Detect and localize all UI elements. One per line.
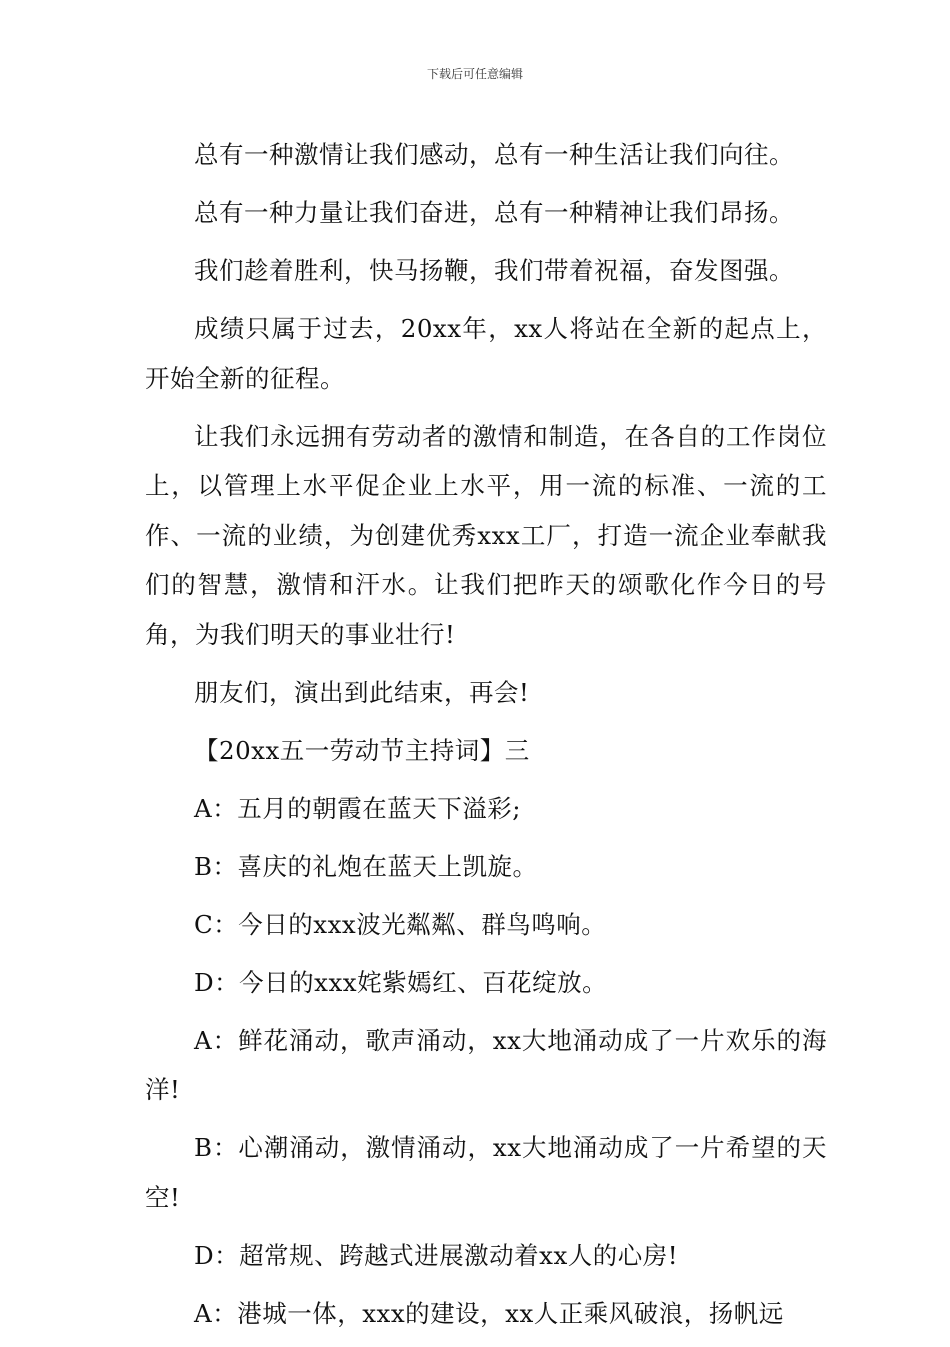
page-header-note: 下载后可任意编辑 — [426, 67, 523, 81]
paragraph: 成绩只属于过去，20xx年，xx人将站在全新的起点上，开始全新的征程。 — [145, 314, 827, 393]
paragraph: 我们趁着胜利，快马扬鞭，我们带着祝福，奋发图强。 — [194, 256, 794, 285]
dialogue-line: D：今日的xxx姹紫嫣红、百花绽放。 — [194, 967, 608, 997]
paragraph: 总有一种激情让我们感动，总有一种生活让我们向往。 — [194, 140, 794, 169]
dialogue-line: A：五月的朝霞在蓝天下溢彩; — [194, 793, 521, 823]
section-heading: 【20xx五一劳动节主持词】三 — [194, 735, 530, 765]
dialogue-line: C：今日的xxx波光粼粼、群鸟鸣响。 — [194, 909, 607, 939]
dialogue-line: A：鲜花涌动，歌声涌动，xx大地涌动成了一片欢乐的海洋! — [145, 1025, 827, 1104]
dialogue-line: B：心潮涌动，激情涌动，xx大地涌动成了一片希望的天空! — [145, 1133, 827, 1212]
dialogue-line: D：超常规、跨越式进展激动着xx人的心房! — [194, 1240, 679, 1270]
dialogue-line: A：港城一体，xxx的建设，xx人正乘风破浪，扬帆远 — [194, 1298, 784, 1328]
paragraph: 总有一种力量让我们奋进，总有一种精神让我们昂扬。 — [194, 198, 794, 227]
paragraph: 让我们永远拥有劳动者的激情和制造，在各自的工作岗位上，以管理上水平促企业上水平，用一流的标准、一流的工作、一流的业绩，为创建优秀xxx工厂，打造一流企业奉献我们的智慧，激情和汗水。让我们把昨天的颂歌化作今日的号角，为我们明天的事业壮行! — [145, 421, 827, 649]
dialogue-line: B：喜庆的礼炮在蓝天上凯旋。 — [194, 851, 538, 881]
document-body — [145, 130, 827, 1347]
paragraph: 朋友们，演出到此结束，再会! — [194, 677, 530, 707]
